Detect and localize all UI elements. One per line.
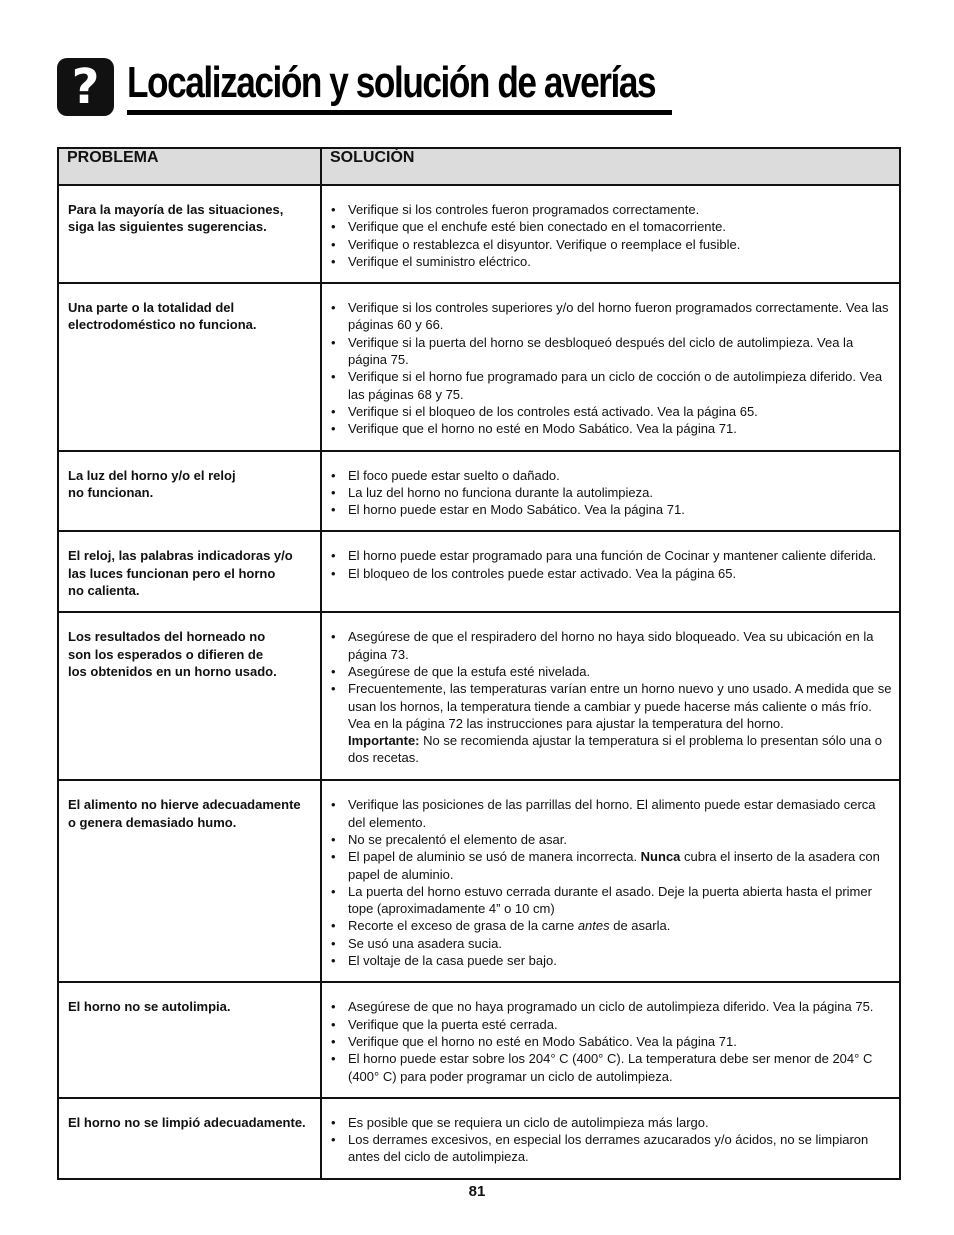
solution-list <box>330 201 893 270</box>
problem-cell <box>58 780 321 982</box>
solution-item: • El bloqueo de los controles puede estar activado. Vea la página 65. <box>330 565 893 582</box>
solution-item: • Verifique o restablezca el disyuntor. Verifique o reemplace el fusible. <box>330 236 893 253</box>
solution-item: • Asegúrese de que la estufa esté nivelada. <box>330 663 893 680</box>
solution-text: de asarla. <box>609 918 671 934</box>
solution-item: • Verifique que el horno no esté en Modo Sabático. Vea la página 71. <box>330 1033 893 1050</box>
solution-item: • El foco puede estar suelto o dañado. <box>330 467 893 484</box>
important-note <box>330 732 893 767</box>
column-header-problem: PROBLEMA <box>58 148 321 185</box>
solution-item: • El horno puede estar programado para una función de Cocinar y mantener caliente diferida. <box>330 547 893 564</box>
solution-item: • Verifique si los controles fueron programados correctamente. <box>330 201 893 218</box>
solution-item: • No se precalentó el elemento de asar. <box>330 831 893 848</box>
problem-cell <box>58 1098 321 1179</box>
solution-item: • El voltaje de la casa puede ser bajo. <box>330 952 893 969</box>
solution-list <box>330 628 893 732</box>
emphasis-text: Nunca <box>640 849 681 865</box>
table-body <box>58 185 900 1179</box>
table-row <box>58 1098 900 1179</box>
solution-item: • Frecuentemente, las temperaturas varían entre un horno nuevo y uno usado. A medida que se usan los hornos, la temperatura tiende a cambiar y puede hacerse más caliente o más frío. Vea en la página 72 las instrucciones para ajustar la temperatura del horno. <box>330 680 893 732</box>
table-row <box>58 283 900 450</box>
title-underline <box>127 110 672 115</box>
table-row <box>58 612 900 780</box>
problem-text: El horno no se autolimpia. <box>68 999 231 1015</box>
problem-text: Para la mayoría de las situaciones, siga las siguientes sugerencias. <box>68 202 284 235</box>
emphasis-text: antes <box>577 918 610 934</box>
solution-item: • Verifique que la puerta esté cerrada. <box>330 1016 893 1033</box>
solution-cell <box>321 780 900 982</box>
solution-text: El papel de aluminio se usó de manera incorrecta. <box>348 849 641 865</box>
solution-item: • La luz del horno no funciona durante la autolimpieza. <box>330 484 893 501</box>
solution-cell <box>321 451 900 532</box>
problem-text: Una parte o la totalidad del electrodoméstico no funciona. <box>68 300 257 333</box>
problem-text: El reloj, las palabras indicadoras y/o las luces funcionan pero el horno no calienta. <box>68 548 293 599</box>
solution-item: • Verifique el suministro eléctrico. <box>330 253 893 270</box>
solution-item: • Asegúrese de que no haya programado un ciclo de autolimpieza diferido. Vea la página 75. <box>330 998 893 1015</box>
troubleshooting-table <box>57 147 901 1180</box>
solution-item: • Verifique si los controles superiores y/o del horno fueron programados correctamente. Vea las páginas 60 y 66. <box>330 299 893 334</box>
solution-item: • Es posible que se requiera un ciclo de autolimpieza más largo. <box>330 1114 893 1131</box>
solution-item: • La puerta del horno estuvo cerrada durante el asado. Deje la puerta abierta hasta el primer tope (aproximadamente 4” o 10 cm) <box>330 883 893 918</box>
problem-cell <box>58 451 321 532</box>
problem-text: El horno no se limpió adecuadamente. <box>68 1114 306 1130</box>
solution-item: • Verifique si la puerta del horno se desbloqueó después del ciclo de autolimpieza. Vea la página 75. <box>330 334 893 369</box>
page-header <box>57 55 677 119</box>
solution-item: • Verifique que el horno no esté en Modo Sabático. Vea la página 71. <box>330 420 893 437</box>
solution-item: • Verifique si el horno fue programado para un ciclo de cocción o de autolimpieza diferido. Vea las páginas 68 y 75. <box>330 368 893 403</box>
solution-list <box>330 796 893 969</box>
table-row <box>58 185 900 283</box>
solution-cell <box>321 1098 900 1179</box>
problem-text: El alimento no hierve adecuadamente o genera demasiado humo. <box>68 797 301 830</box>
solution-item <box>330 848 893 883</box>
solution-list <box>330 547 893 582</box>
column-header-solution: SOLUCIÓN <box>321 148 900 185</box>
problem-cell <box>58 283 321 450</box>
problem-cell <box>58 185 321 283</box>
problem-text: La luz del horno y/o el reloj no funcionan. <box>68 467 236 500</box>
solution-list <box>330 1114 893 1166</box>
solution-list <box>330 467 893 519</box>
problem-text: Los resultados del horneado no son los esperados o difieren de los obtenidos en un horno usado. <box>68 629 277 679</box>
table-row <box>58 531 900 612</box>
solution-cell <box>321 185 900 283</box>
table-row <box>58 451 900 532</box>
solution-text: Recorte el exceso de grasa de la carne <box>348 918 578 934</box>
important-label: Importante: <box>348 733 420 749</box>
solution-item <box>330 917 893 934</box>
solution-list <box>330 998 893 1084</box>
problem-cell <box>58 982 321 1097</box>
solution-item: • Verifique que el enchufe esté bien conectado en el tomacorriente. <box>330 218 893 235</box>
table-row <box>58 982 900 1097</box>
solution-cell <box>321 283 900 450</box>
solution-text: cubra el inserto de la asadera con papel de aluminio. <box>348 849 880 882</box>
solution-cell <box>321 612 900 780</box>
page-number: 81 <box>468 1183 486 1200</box>
table-row <box>58 780 900 982</box>
solution-item: • Los derrames excesivos, en especial los derrames azucarados y/o ácidos, no se limpiaron antes del ciclo de autolimpieza. <box>330 1131 893 1166</box>
solution-item: • El horno puede estar sobre los 204° C (400° C). La temperatura debe ser menor de 204° C (400° C) para poder programar un ciclo de autolimpieza. <box>330 1050 893 1085</box>
solution-item: • Asegúrese de que el respiradero del horno no haya sido bloqueado. Vea su ubicación en la página 73. <box>330 628 893 663</box>
solution-cell <box>321 531 900 612</box>
page-title: Localización y solución de averías <box>127 58 656 107</box>
solution-item: • Se usó una asadera sucia. <box>330 935 893 952</box>
solution-item: • Verifique si el bloqueo de los controles está activado. Vea la página 65. <box>330 403 893 420</box>
solution-cell <box>321 982 900 1097</box>
solution-item: • El horno puede estar en Modo Sabático. Vea la página 71. <box>330 501 893 518</box>
solution-list <box>330 299 893 437</box>
question-mark-icon: ? <box>57 58 114 116</box>
problem-cell <box>58 531 321 612</box>
important-text: No se recomienda ajustar la temperatura si el problema lo presentan sólo una o dos recetas. <box>348 733 882 766</box>
problem-cell <box>58 612 321 780</box>
table-header-row <box>58 148 900 185</box>
solution-item: • Verifique las posiciones de las parrillas del horno. El alimento puede estar demasiado cerca del elemento. <box>330 796 893 831</box>
